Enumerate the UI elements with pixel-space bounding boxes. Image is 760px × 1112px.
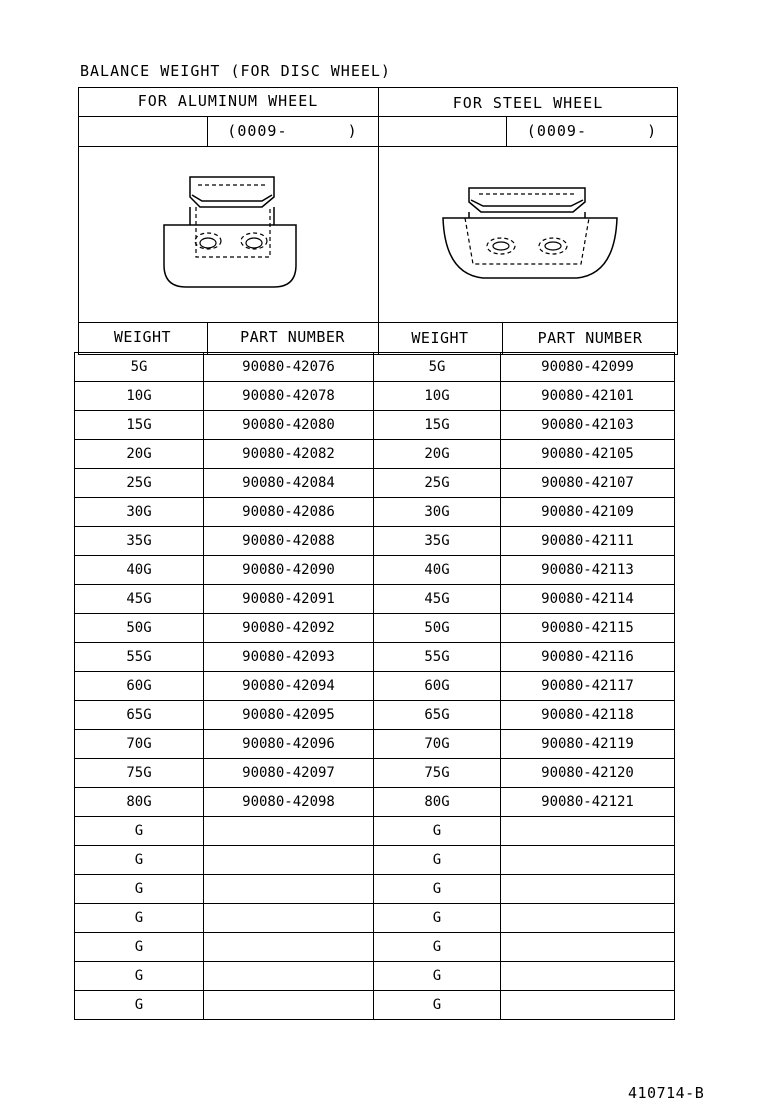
aluminum-part-number-cell [204,875,374,904]
steel-part-number-cell [501,991,675,1020]
steel-part-number-cell [501,846,675,875]
aluminum-weight-cell: G [75,933,204,962]
steel-weight-cell: 80G [374,788,501,817]
steel-weight-cell: 40G [374,556,501,585]
aluminum-part-number-cell [204,991,374,1020]
table-row [75,382,675,411]
aluminum-part-col-header: PART NUMBER [240,328,345,346]
aluminum-part-number-cell [204,962,374,991]
aluminum-weight-cell: 50G [75,614,204,643]
steel-weight-cell: G [374,933,501,962]
center-divider [378,87,379,355]
parts-table [74,352,675,1020]
steel-weight-cell: G [374,991,501,1020]
aluminum-part-number-cell: 90080-42094 [204,672,374,701]
aluminum-part-number-cell [204,817,374,846]
figure-code: 410714-B [628,1084,705,1102]
steel-part-number-cell: 90080-42115 [501,614,675,643]
aluminum-wheel-header: FOR ALUMINUM WHEEL [137,92,319,110]
steel-part-number-cell: 90080-42118 [501,701,675,730]
aluminum-part-number-cell: 90080-42086 [204,498,374,527]
figure-divider [78,322,678,323]
aluminum-part-number-cell: 90080-42090 [204,556,374,585]
steel-part-number-cell: 90080-42099 [501,353,675,382]
steel-part-number-cell: 90080-42109 [501,498,675,527]
steel-weight-cell: G [374,904,501,933]
steel-part-col-header: PART NUMBER [537,329,643,347]
aluminum-weight-cell: 65G [75,701,204,730]
aluminum-weight-cell: 75G [75,759,204,788]
table-row [75,759,675,788]
steel-part-number-cell: 90080-42111 [501,527,675,556]
aluminum-part-number-cell [204,846,374,875]
steel-weight-cell: G [374,962,501,991]
steel-part-number-cell: 90080-42114 [501,585,675,614]
steel-wheel-header: FOR STEEL WHEEL [452,94,604,112]
aluminum-weight-col-header: WEIGHT [113,328,172,346]
table-row [75,701,675,730]
steel-part-number-cell: 90080-42101 [501,382,675,411]
steel-weight-cell: 5G [374,353,501,382]
steel-weight-cell: 35G [374,527,501,556]
aluminum-part-number-cell: 90080-42097 [204,759,374,788]
steel-part-number-cell [501,933,675,962]
aluminum-weight-cell: 10G [75,382,204,411]
aluminum-weight-cell: 20G [75,440,204,469]
steel-part-number-cell [501,962,675,991]
table-row [75,846,675,875]
aluminum-weight-cell: 25G [75,469,204,498]
aluminum-part-number-cell: 90080-42096 [204,730,374,759]
aluminum-part-number-cell: 90080-42098 [204,788,374,817]
steel-weight-cell: 45G [374,585,501,614]
aluminum-weight-cell: 55G [75,643,204,672]
steel-part-number-cell: 90080-42116 [501,643,675,672]
table-row [75,556,675,585]
steel-part-number-cell: 90080-42107 [501,469,675,498]
aluminum-part-number-cell [204,904,374,933]
steel-weight-cell: G [374,817,501,846]
aluminum-weight-cell: G [75,846,204,875]
aluminum-part-number-cell: 90080-42082 [204,440,374,469]
table-row [75,440,675,469]
aluminum-date-range: (0009- ) [227,122,358,140]
table-row [75,614,675,643]
aluminum-part-number-cell [204,933,374,962]
header-divider-1 [78,116,678,117]
table-row [75,672,675,701]
steel-part-number-cell: 90080-42113 [501,556,675,585]
steel-part-number-cell [501,904,675,933]
aluminum-part-number-cell: 90080-42088 [204,527,374,556]
steel-date-range: (0009- ) [526,122,658,140]
steel-weight-figure [435,178,625,288]
table-row [75,585,675,614]
steel-weight-cell: G [374,875,501,904]
aluminum-weight-cell: 40G [75,556,204,585]
aluminum-weight-cell: G [75,962,204,991]
steel-weight-cell: 20G [374,440,501,469]
aluminum-weight-cell: G [75,875,204,904]
table-row [75,730,675,759]
table-row [75,875,675,904]
aluminum-weight-cell: G [75,991,204,1020]
table-row [75,962,675,991]
steel-part-number-cell: 90080-42117 [501,672,675,701]
table-row [75,933,675,962]
aluminum-weight-cell: 70G [75,730,204,759]
steel-weight-cell: G [374,846,501,875]
aluminum-weight-cell: 80G [75,788,204,817]
aluminum-part-number-cell: 90080-42093 [204,643,374,672]
table-row [75,788,675,817]
steel-weight-cell: 65G [374,701,501,730]
steel-weight-cell: 15G [374,411,501,440]
aluminum-part-number-cell: 90080-42084 [204,469,374,498]
steel-weight-cell: 30G [374,498,501,527]
aluminum-part-number-cell: 90080-42080 [204,411,374,440]
aluminum-weight-cell: 5G [75,353,204,382]
steel-part-number-cell: 90080-42121 [501,788,675,817]
aluminum-weight-cell: 35G [75,527,204,556]
steel-weight-cell: 75G [374,759,501,788]
aluminum-part-number-cell: 90080-42091 [204,585,374,614]
table-row [75,643,675,672]
steel-weight-cell: 25G [374,469,501,498]
steel-part-number-cell [501,817,675,846]
steel-weight-cell: 50G [374,614,501,643]
steel-weight-cell: 70G [374,730,501,759]
table-row [75,411,675,440]
aluminum-weight-cell: 15G [75,411,204,440]
steel-part-number-cell: 90080-42105 [501,440,675,469]
steel-part-number-cell: 90080-42103 [501,411,675,440]
aluminum-weight-cell: G [75,904,204,933]
header-divider-2 [78,146,678,147]
table-row [75,991,675,1020]
table-row [75,904,675,933]
steel-weight-cell: 55G [374,643,501,672]
table-row [75,498,675,527]
aluminum-part-number-cell: 90080-42078 [204,382,374,411]
aluminum-part-number-cell: 90080-42095 [204,701,374,730]
steel-weight-col-header: WEIGHT [411,329,469,347]
aluminum-weight-cell: 60G [75,672,204,701]
steel-weight-cell: 60G [374,672,501,701]
table-row [75,353,675,382]
table-row [75,469,675,498]
steel-part-number-cell: 90080-42119 [501,730,675,759]
aluminum-weight-cell: G [75,817,204,846]
page-title: BALANCE WEIGHT (FOR DISC WHEEL) [80,62,391,80]
steel-part-number-cell: 90080-42120 [501,759,675,788]
aluminum-weight-cell: 45G [75,585,204,614]
aluminum-part-number-cell: 90080-42076 [204,353,374,382]
steel-weight-cell: 10G [374,382,501,411]
aluminum-weight-cell: 30G [75,498,204,527]
aluminum-part-number-cell: 90080-42092 [204,614,374,643]
aluminum-weight-figure [150,165,310,295]
table-row [75,817,675,846]
steel-part-number-cell [501,875,675,904]
table-row [75,527,675,556]
